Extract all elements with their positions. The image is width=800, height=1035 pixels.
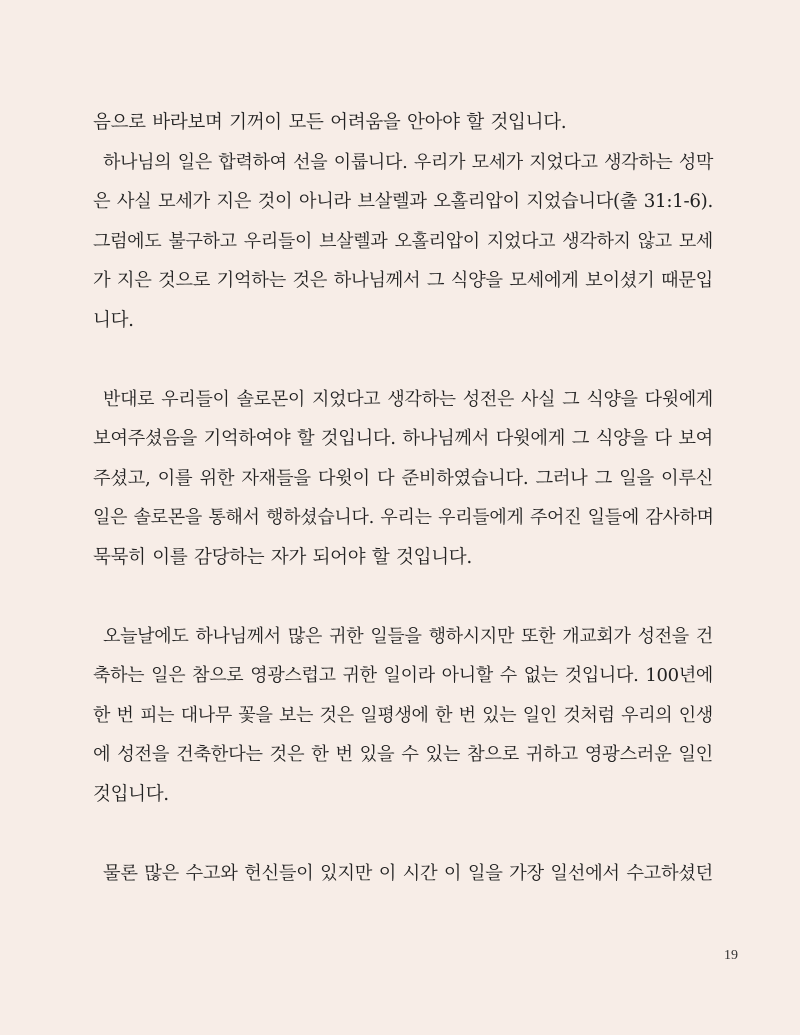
paragraph-gap xyxy=(93,814,713,854)
text-line: 에 성전을 건축한다는 것은 한 번 있을 수 있는 참으로 귀하고 영광스러운 일인 xyxy=(93,744,713,765)
text-line: 한 번 피는 대나무 꽃을 보는 것은 일평생에 한 번 있는 일인 것처럼 우리의 인생 xyxy=(93,704,713,726)
text-line: 주셨고, 이를 위한 자재들을 다윗이 다 준비하였습니다. 그러나 그 일을 이루신 xyxy=(93,467,713,489)
text-line: 물론 많은 수고와 헌신들이 있지만 이 시간 이 일을 가장 일선에서 수고하셨던 xyxy=(103,862,713,884)
text-line: 일은 솔로몬을 통해서 행하셨습니다. 우리는 우리들에게 주어진 일들에 감사하며 xyxy=(93,507,714,528)
text-line: 반대로 우리들이 솔로몬이 지었다고 생각하는 성전은 사실 그 식양을 다윗에게 xyxy=(103,388,713,410)
text-line: 보여주셨음을 기억하여야 할 것입니다. 하나님께서 다윗에게 그 식양을 다 보여 xyxy=(93,428,713,449)
text-line: 은 사실 모세가 지은 것이 아니라 브살렐과 오홀리압이 지었습니다(출 31:1-6). xyxy=(93,191,713,212)
text-line: 하나님의 일은 합력하여 선을 이룹니다. 우리가 모세가 지었다고 생각하는 성막 xyxy=(103,151,714,173)
text-line: 것입니다. xyxy=(93,783,169,805)
paragraph-gap xyxy=(93,340,713,380)
text-line: 오늘날에도 하나님께서 많은 귀한 일들을 행하시지만 또한 개교회가 성전을 건 xyxy=(103,625,713,647)
text-line: 축하는 일은 참으로 영광스럽고 귀한 일이라 아니할 수 없는 것입니다. 100년에 xyxy=(93,665,713,686)
document-body xyxy=(93,103,713,893)
text-line: 묵묵히 이를 감당하는 자가 되어야 할 것입니다. xyxy=(93,546,472,568)
text-line: 가 지은 것으로 기억하는 것은 하나님께서 그 식양을 모세에게 보이셨기 때문입 xyxy=(93,270,713,291)
text-line: 그럼에도 불구하고 우리들이 브살렐과 오홀리압이 지었다고 생각하지 않고 모세 xyxy=(93,230,713,252)
paragraph-gap xyxy=(93,577,713,617)
text-line: 음으로 바라보며 기꺼이 모든 어려움을 안아야 할 것입니다. xyxy=(93,112,567,133)
text-line: 니다. xyxy=(93,309,134,331)
page-number: 19 xyxy=(724,948,738,963)
